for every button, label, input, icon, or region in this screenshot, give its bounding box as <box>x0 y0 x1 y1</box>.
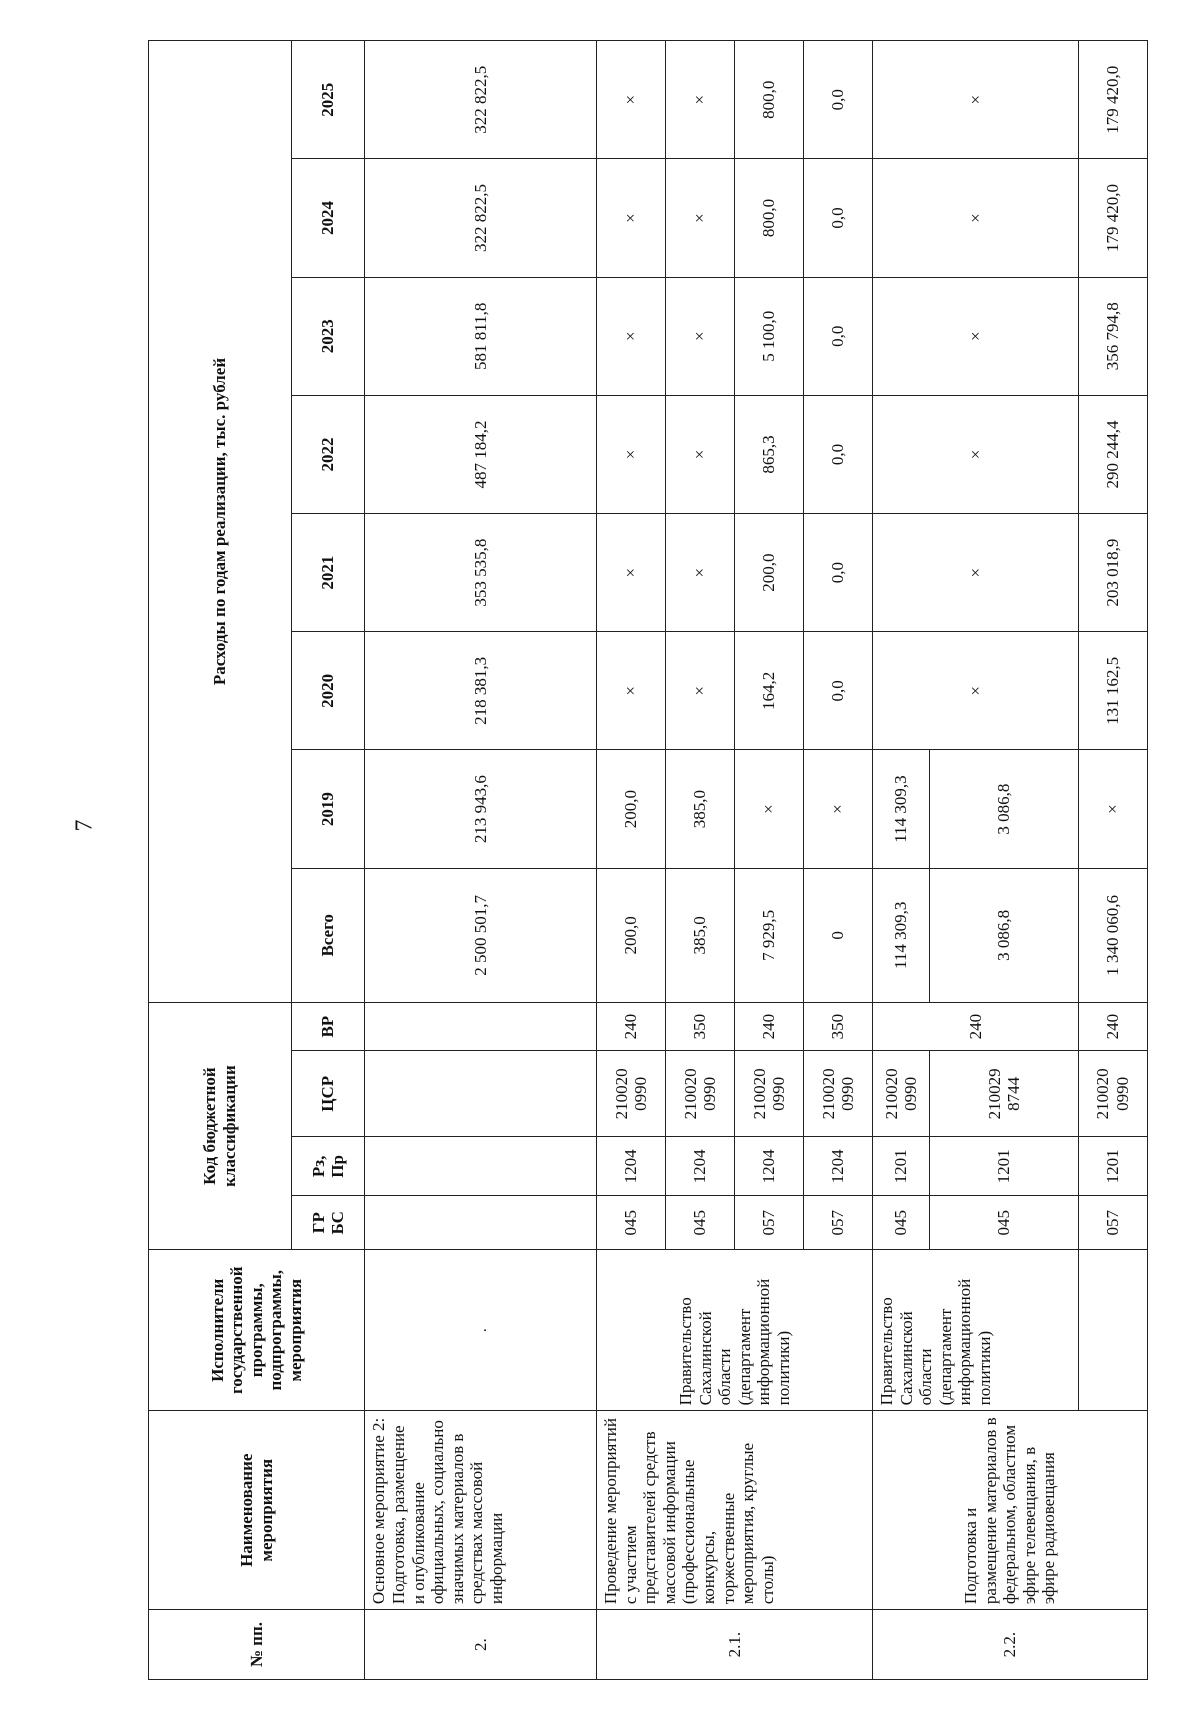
cell-year: × <box>873 395 1079 513</box>
cell-csr: 210020 0990 <box>597 1051 666 1137</box>
cell-vr: 350 <box>666 1002 735 1050</box>
cell-csr: 210020 0990 <box>735 1051 804 1137</box>
cell-rzpr: 1204 <box>666 1137 735 1196</box>
cell-year: 865,3 <box>735 395 804 513</box>
cell-year: 322 822,5 <box>365 159 597 277</box>
cell-year: × <box>873 277 1079 395</box>
cell-vr: 350 <box>804 1002 873 1050</box>
cell-csr: 210020 0990 <box>873 1051 930 1137</box>
cell-grbs: 045 <box>930 1196 1079 1250</box>
cell-year: 114 309,3 <box>873 750 930 868</box>
cell-year: 581 811,8 <box>365 277 597 395</box>
page-number: 7 <box>71 819 98 832</box>
cell-year: 0,0 <box>804 514 873 632</box>
cell-year: 800,0 <box>735 41 804 159</box>
cell-rzpr: 1201 <box>930 1137 1079 1196</box>
cell-year: × <box>666 395 735 513</box>
row-executor-empty: . <box>365 1250 597 1411</box>
cell-total: 7 929,5 <box>735 868 804 1002</box>
cell-year: × <box>597 159 666 277</box>
cell-total: 200,0 <box>597 868 666 1002</box>
cell-year: × <box>666 159 735 277</box>
cell-year: 487 184,2 <box>365 395 597 513</box>
cell-year: 164,2 <box>735 632 804 750</box>
header-executors: Исполнители государственной программы, подпрограммы, мероприятия <box>149 1250 365 1411</box>
row-executor: Правительство Сахалинской области (департамент информационной политики) <box>597 1250 873 1411</box>
cell-total: 2 500 501,7 <box>365 868 597 1002</box>
row-name: Проведение мероприятий с участием представителей средств массовой информации (профессиональные конкурсы, торжественные мероприятия, круглые столы) <box>597 1411 873 1610</box>
table-row <box>597 41 666 1680</box>
header-row-1 <box>149 41 292 1680</box>
cell-year: × <box>666 632 735 750</box>
cell-year: 0,0 <box>804 632 873 750</box>
cell-year: × <box>804 750 873 868</box>
row-executor: Правительство Сахалинской области (департамент информационной политики) <box>873 1250 1079 1411</box>
cell-year: × <box>873 632 1079 750</box>
cell-total: 1 340 060,6 <box>1078 868 1147 1002</box>
cell-year: 3 086,8 <box>930 750 1079 868</box>
cell-year: 203 018,9 <box>1078 514 1147 632</box>
cell-total: 114 309,3 <box>873 868 930 1002</box>
cell-vr: 240 <box>735 1002 804 1050</box>
row-executor-empty <box>1078 1250 1147 1411</box>
cell-csr: 210020 0990 <box>666 1051 735 1137</box>
row-num: 2. <box>365 1610 597 1680</box>
cell-rzpr: 1204 <box>804 1137 873 1196</box>
cell-rzpr: 1201 <box>1078 1137 1147 1196</box>
cell-vr: 240 <box>1078 1002 1147 1050</box>
header-year: 2023 <box>291 277 365 395</box>
header-rzpr: Рз, Пр <box>291 1137 365 1196</box>
cell-rzpr: 1201 <box>873 1137 930 1196</box>
cell-year: 290 244,4 <box>1078 395 1147 513</box>
cell-total: 385,0 <box>666 868 735 1002</box>
cell-grbs <box>365 1196 597 1250</box>
header-year: 2025 <box>291 41 365 159</box>
cell-year: 200,0 <box>735 514 804 632</box>
cell-rzpr: 1204 <box>735 1137 804 1196</box>
cell-year: 218 381,3 <box>365 632 597 750</box>
table-row <box>873 41 930 1680</box>
cell-year: 0,0 <box>804 395 873 513</box>
header-costs-group: Расходы по годам реализации, тыс. рублей <box>149 41 292 1003</box>
cell-total: 3 086,8 <box>930 868 1079 1002</box>
row-num: 2.1. <box>597 1610 873 1680</box>
cell-vr <box>365 1002 597 1050</box>
cell-year: 213 943,6 <box>365 750 597 868</box>
header-year: 2021 <box>291 514 365 632</box>
row-num: 2.2. <box>873 1610 1148 1680</box>
cell-year: × <box>873 41 1079 159</box>
header-year: 2022 <box>291 395 365 513</box>
cell-year: × <box>1078 750 1147 868</box>
cell-rzpr <box>365 1137 597 1196</box>
row-name: Основное мероприятие 2: Подготовка, размещение и опубликование официальных, социально значимых материалов в средствах массовой информации <box>365 1411 597 1610</box>
cell-csr <box>365 1051 597 1137</box>
cell-year: 385,0 <box>666 750 735 868</box>
cell-year: 0,0 <box>804 41 873 159</box>
cell-year: × <box>873 159 1079 277</box>
cell-rzpr: 1204 <box>597 1137 666 1196</box>
cell-vr: 240 <box>597 1002 666 1050</box>
cell-year: 322 822,5 <box>365 41 597 159</box>
header-grbs: ГР БС <box>291 1196 365 1250</box>
cell-csr: 210020 0990 <box>1078 1051 1147 1137</box>
cell-grbs: 057 <box>1078 1196 1147 1250</box>
header-code-group: Код бюджетной классификации <box>149 1002 292 1249</box>
header-csr: ЦСР <box>291 1051 365 1137</box>
header-total: Всего <box>291 868 365 1002</box>
cell-year: 0,0 <box>804 159 873 277</box>
table-container <box>148 40 1148 1680</box>
cell-year: × <box>597 514 666 632</box>
header-num: № пп. <box>149 1610 365 1680</box>
cell-vr: 240 <box>873 1002 1079 1050</box>
cell-year: 353 535,8 <box>365 514 597 632</box>
cell-year: 179 420,0 <box>1078 159 1147 277</box>
cell-year: × <box>597 395 666 513</box>
cell-grbs: 057 <box>735 1196 804 1250</box>
header-vr: ВР <box>291 1002 365 1050</box>
cell-total: 0 <box>804 868 873 1002</box>
cell-year: 131 162,5 <box>1078 632 1147 750</box>
cell-year: 5 100,0 <box>735 277 804 395</box>
cell-year: × <box>597 277 666 395</box>
cell-grbs: 045 <box>873 1196 930 1250</box>
cell-year: × <box>666 514 735 632</box>
header-name: Наименование мероприятия <box>149 1411 365 1610</box>
row-name: Подготовка и размещение материалов в федеральном, областном эфире телевещания, в эфире радиовещания <box>873 1411 1148 1610</box>
cell-year: 200,0 <box>597 750 666 868</box>
table-row <box>365 41 597 1680</box>
cell-grbs: 045 <box>597 1196 666 1250</box>
cell-csr: 210020 0990 <box>804 1051 873 1137</box>
cell-csr: 210029 8744 <box>930 1051 1079 1137</box>
header-year: 2019 <box>291 750 365 868</box>
cell-year: × <box>666 41 735 159</box>
budget-table <box>148 40 1148 1680</box>
cell-year: 179 420,0 <box>1078 41 1147 159</box>
header-year: 2024 <box>291 159 365 277</box>
cell-year: 0,0 <box>804 277 873 395</box>
cell-year: × <box>666 277 735 395</box>
cell-grbs: 057 <box>804 1196 873 1250</box>
header-year: 2020 <box>291 632 365 750</box>
cell-year: × <box>597 41 666 159</box>
cell-year: × <box>873 514 1079 632</box>
cell-grbs: 045 <box>666 1196 735 1250</box>
cell-year: 800,0 <box>735 159 804 277</box>
cell-year: × <box>597 632 666 750</box>
cell-year: × <box>735 750 804 868</box>
cell-year: 356 794,8 <box>1078 277 1147 395</box>
